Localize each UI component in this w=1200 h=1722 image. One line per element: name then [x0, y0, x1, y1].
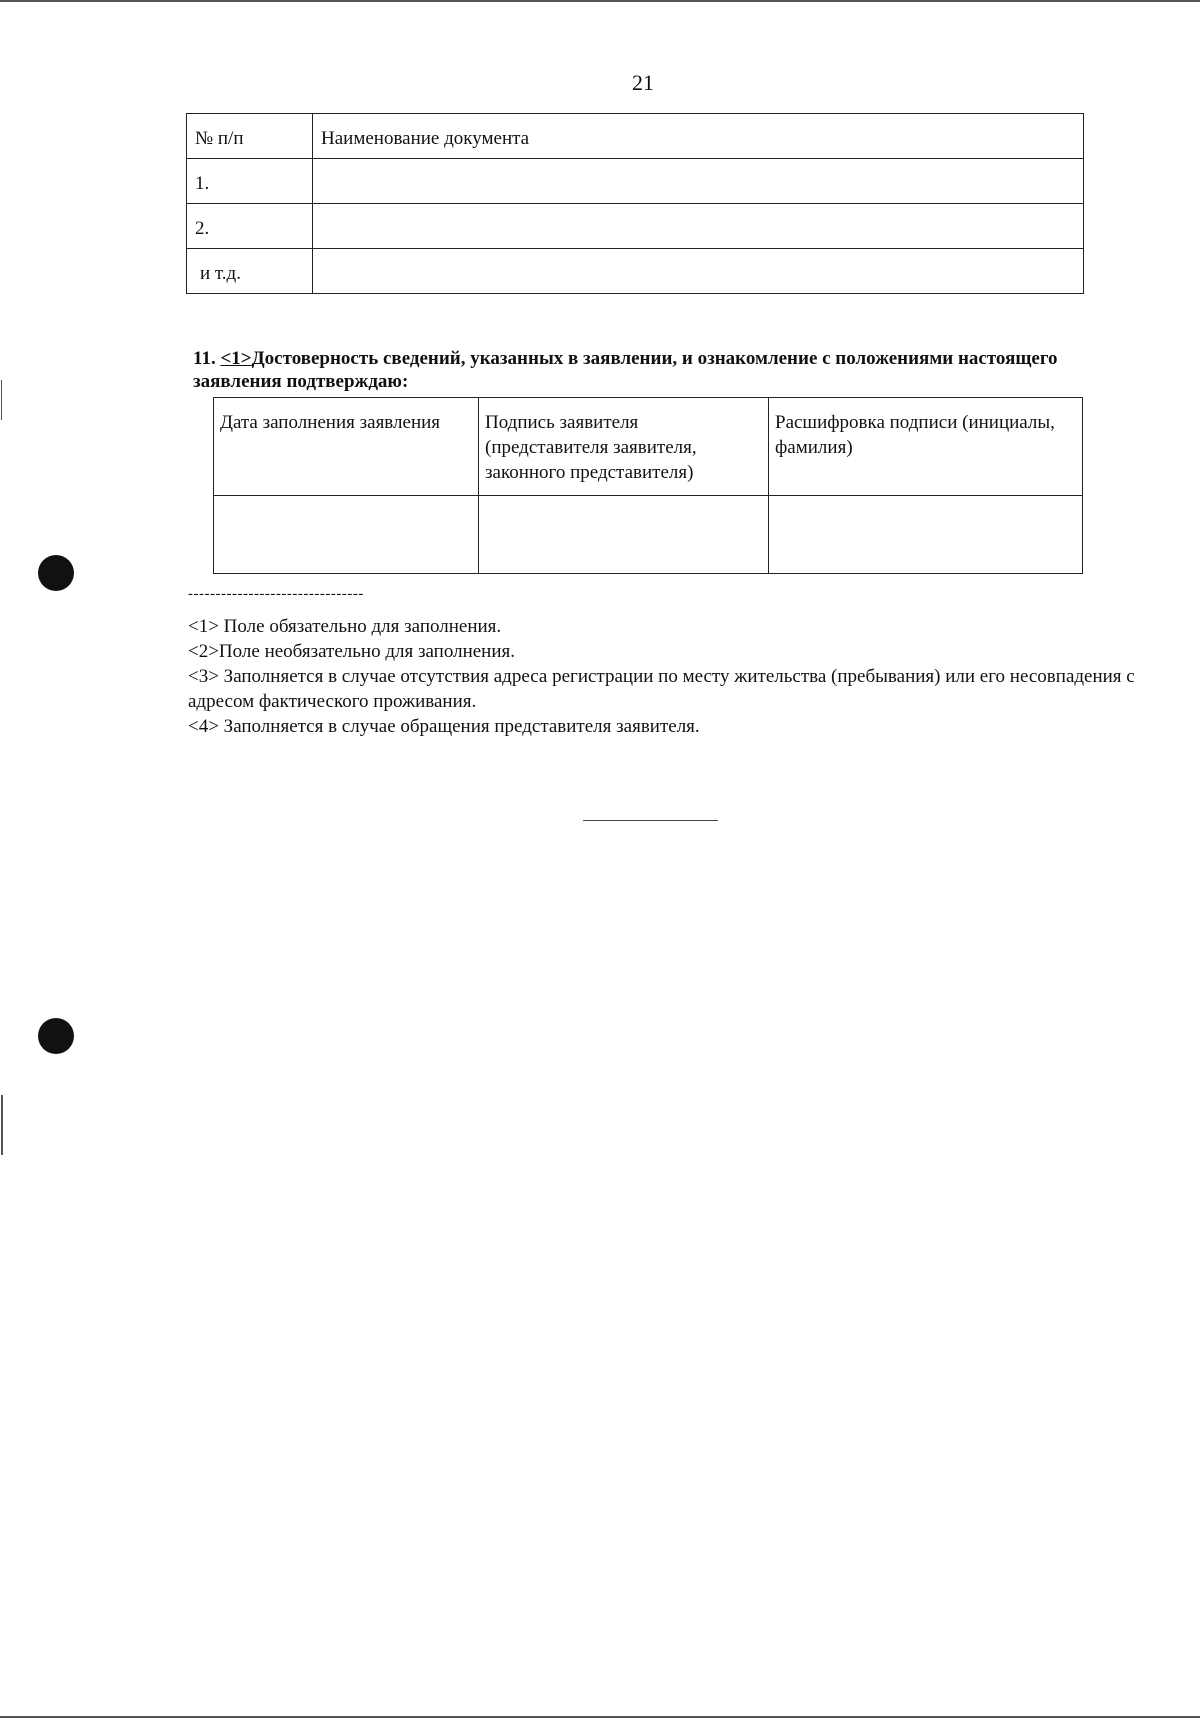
header-num-cell: № п/п	[187, 114, 313, 159]
row-num-cell: и т.д.	[187, 249, 313, 294]
section-heading	[193, 347, 1093, 393]
footnotes	[188, 614, 1138, 739]
section-text: Достоверность сведений, указанных в заявлении, и ознакомление с положениями настоящего заявления подтверждаю:	[193, 348, 1058, 392]
name-decode-header-cell: Расшифровка подписи (инициалы, фамилия)	[769, 398, 1083, 496]
signature-header-row	[214, 398, 1083, 496]
footnote-divider: --------------------------------	[188, 586, 364, 602]
row-name-cell	[313, 159, 1084, 204]
table-row	[187, 249, 1084, 294]
table-row	[187, 159, 1084, 204]
footnote-item: <1> Поле обязательно для заполнения.	[188, 616, 502, 637]
row-num-cell: 1.	[187, 159, 313, 204]
end-rule	[583, 820, 718, 821]
table-row	[187, 204, 1084, 249]
scan-edge-left-mark	[1, 1095, 3, 1155]
documents-table	[186, 113, 1084, 294]
header-name-cell: Наименование документа	[313, 114, 1084, 159]
punch-hole	[38, 555, 74, 591]
date-header-cell: Дата заполнения заявления	[214, 398, 479, 496]
section-footnote-ref: <1>	[220, 348, 252, 369]
name-decode-field-cell[interactable]	[769, 496, 1083, 574]
page-number: 21	[632, 70, 654, 95]
row-name-cell	[313, 204, 1084, 249]
footnote-item: <2>Поле необязательно для заполнения.	[188, 641, 515, 662]
scan-edge-bottom	[0, 1716, 1200, 1718]
signature-blank-row	[214, 496, 1083, 574]
signature-header-cell: Подпись заявителя (представителя заявителя, законного представителя)	[479, 398, 769, 496]
punch-hole	[38, 1018, 74, 1054]
row-name-cell	[313, 249, 1084, 294]
table-header-row	[187, 114, 1084, 159]
signature-field-cell[interactable]	[479, 496, 769, 574]
date-field-cell[interactable]	[214, 496, 479, 574]
section-number: 11.	[193, 348, 216, 369]
footnote-item: <3> Заполняется в случае отсутствия адреса регистрации по месту жительства (пребывания) или его несовпадения с адресом фактического проживания.	[188, 666, 1135, 712]
footnote-item: <4> Заполняется в случае обращения представителя заявителя.	[188, 716, 700, 737]
scan-edge-left-mark	[1, 380, 2, 420]
signature-table	[213, 397, 1083, 574]
row-num-cell: 2.	[187, 204, 313, 249]
scan-edge-top	[0, 0, 1200, 2]
